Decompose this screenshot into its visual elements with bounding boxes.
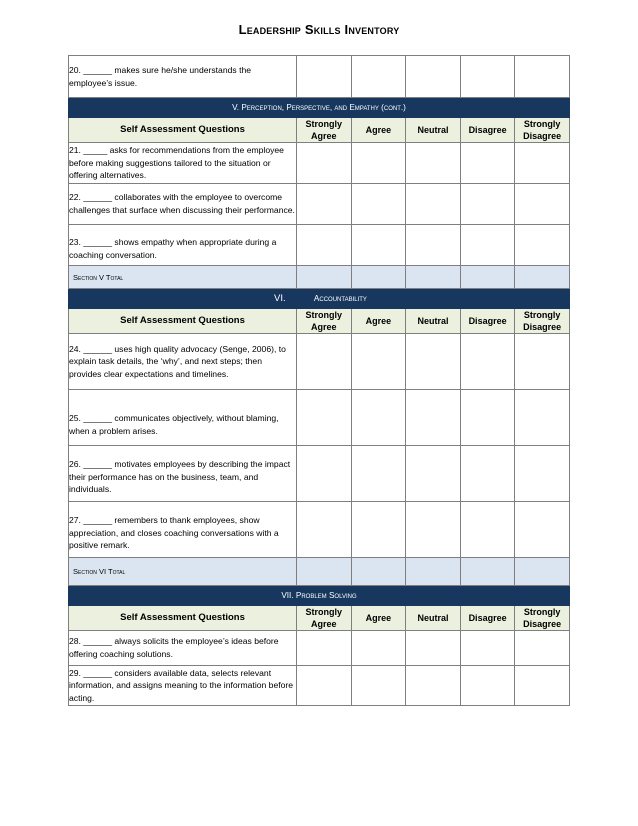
question-cell: 29. ______ considers available data, selects relevant information, and assigns meaning to the information before acting. <box>69 666 297 706</box>
column-header-row <box>69 309 570 334</box>
rating-cell[interactable] <box>406 225 461 266</box>
rating-cell[interactable] <box>297 143 352 184</box>
section-heading: VII. Problem Solving <box>281 591 357 600</box>
header-agree: Agree <box>351 118 406 143</box>
question-cell: 24. ______ uses high quality advocacy (Senge, 2006), to explain task details, the ‘why’, and next steps; then provides clear expectations and timelines. <box>69 334 297 390</box>
header-disagree: Disagree <box>460 118 515 143</box>
rating-cell[interactable] <box>406 502 461 558</box>
rating-cell[interactable] <box>460 390 515 446</box>
question-cell: 23. ______ shows empathy when appropriate during a coaching conversation. <box>69 225 297 266</box>
rating-cell[interactable] <box>406 184 461 225</box>
rating-cell[interactable] <box>406 390 461 446</box>
header-agree: Agree <box>351 606 406 631</box>
total-cell[interactable] <box>406 266 461 289</box>
header-strongly-agree: Strongly Agree <box>297 606 352 631</box>
rating-cell[interactable] <box>351 631 406 666</box>
rating-cell[interactable] <box>297 502 352 558</box>
header-question: Self Assessment Questions <box>69 606 297 631</box>
rating-cell[interactable] <box>515 631 570 666</box>
rating-cell[interactable] <box>515 502 570 558</box>
rating-cell[interactable] <box>515 446 570 502</box>
total-cell[interactable] <box>460 558 515 586</box>
rating-cell[interactable] <box>515 184 570 225</box>
table-row <box>69 184 570 225</box>
total-cell[interactable] <box>515 558 570 586</box>
total-cell[interactable] <box>351 266 406 289</box>
table-row <box>69 56 570 98</box>
table-row <box>69 143 570 184</box>
table-row <box>69 334 570 390</box>
rating-cell[interactable] <box>460 56 515 98</box>
table-row <box>69 666 570 706</box>
rating-cell[interactable] <box>297 666 352 706</box>
rating-cell[interactable] <box>406 631 461 666</box>
total-cell[interactable] <box>351 558 406 586</box>
rating-cell[interactable] <box>460 446 515 502</box>
section-heading-row <box>69 289 570 309</box>
rating-cell[interactable] <box>460 184 515 225</box>
header-neutral: Neutral <box>406 606 461 631</box>
rating-cell[interactable] <box>297 56 352 98</box>
rating-cell[interactable] <box>406 334 461 390</box>
rating-cell[interactable] <box>297 390 352 446</box>
total-cell[interactable] <box>406 558 461 586</box>
section-total-row <box>69 558 570 586</box>
header-neutral: Neutral <box>406 118 461 143</box>
column-header-row <box>69 118 570 143</box>
header-strongly-disagree: Strongly Disagree <box>515 606 570 631</box>
rating-cell[interactable] <box>515 143 570 184</box>
section-total-row <box>69 266 570 289</box>
rating-cell[interactable] <box>351 390 406 446</box>
rating-cell[interactable] <box>460 502 515 558</box>
rating-cell[interactable] <box>351 184 406 225</box>
rating-cell[interactable] <box>351 225 406 266</box>
rating-cell[interactable] <box>460 225 515 266</box>
rating-cell[interactable] <box>297 631 352 666</box>
rating-cell[interactable] <box>515 56 570 98</box>
question-cell: 25. ______ communicates objectively, without blaming, when a problem arises. <box>69 390 297 446</box>
table-row <box>69 225 570 266</box>
rating-cell[interactable] <box>406 56 461 98</box>
rating-cell[interactable] <box>351 666 406 706</box>
total-cell[interactable] <box>297 558 352 586</box>
header-disagree: Disagree <box>460 606 515 631</box>
rating-cell[interactable] <box>406 446 461 502</box>
total-cell[interactable] <box>460 266 515 289</box>
rating-cell[interactable] <box>297 225 352 266</box>
rating-cell[interactable] <box>460 334 515 390</box>
table-row <box>69 390 570 446</box>
header-question: Self Assessment Questions <box>69 309 297 334</box>
question-cell: 21. _____ asks for recommendations from the employee before making suggestions tailored to the situation or offering alternatives. <box>69 143 297 184</box>
rating-cell[interactable] <box>515 225 570 266</box>
rating-cell[interactable] <box>351 334 406 390</box>
total-cell[interactable] <box>515 266 570 289</box>
rating-cell[interactable] <box>297 334 352 390</box>
rating-cell[interactable] <box>515 390 570 446</box>
section-heading: Accountability <box>313 294 367 303</box>
rating-cell[interactable] <box>515 334 570 390</box>
section-number: VI. <box>274 293 286 304</box>
section-heading: V. Perception, Perspective, and Empathy (cont.) <box>232 103 406 112</box>
section-heading-row <box>69 98 570 118</box>
rating-cell[interactable] <box>406 143 461 184</box>
total-cell[interactable] <box>297 266 352 289</box>
question-cell: 26. ______ motivates employees by describing the impact their performance has on the business, team, and individuals. <box>69 446 297 502</box>
section-heading-row <box>69 586 570 606</box>
header-strongly-agree: Strongly Agree <box>297 118 352 143</box>
section-total-label: Section V Total <box>69 266 297 289</box>
header-strongly-disagree: Strongly Disagree <box>515 309 570 334</box>
table-row <box>69 502 570 558</box>
header-disagree: Disagree <box>460 309 515 334</box>
rating-cell[interactable] <box>460 143 515 184</box>
section-total-label: Section VI Total <box>69 558 297 586</box>
header-question: Self Assessment Questions <box>69 118 297 143</box>
table-row <box>69 446 570 502</box>
rating-cell[interactable] <box>460 666 515 706</box>
rating-cell[interactable] <box>406 666 461 706</box>
header-strongly-disagree: Strongly Disagree <box>515 118 570 143</box>
column-header-row <box>69 606 570 631</box>
page-title: Leadership Skills Inventory <box>238 22 400 37</box>
question-cell: 22. ______ collaborates with the employee to overcome challenges that surface when discussing their performance. <box>69 184 297 225</box>
table-row <box>69 631 570 666</box>
question-cell: 27. ______ remembers to thank employees, show appreciation, and closes coaching conversations with a positive remark. <box>69 502 297 558</box>
rating-cell[interactable] <box>351 502 406 558</box>
rating-cell[interactable] <box>297 446 352 502</box>
rating-cell[interactable] <box>460 631 515 666</box>
header-agree: Agree <box>351 309 406 334</box>
rating-cell[interactable] <box>515 666 570 706</box>
rating-cell[interactable] <box>351 143 406 184</box>
rating-cell[interactable] <box>351 446 406 502</box>
question-cell: 28. ______ always solicits the employee’s ideas before offering coaching solutions. <box>69 631 297 666</box>
rating-cell[interactable] <box>297 184 352 225</box>
rating-cell[interactable] <box>351 56 406 98</box>
header-neutral: Neutral <box>406 309 461 334</box>
header-strongly-agree: Strongly Agree <box>297 309 352 334</box>
question-cell: 20. ______ makes sure he/she understands the employee’s issue. <box>69 56 297 98</box>
inventory-table <box>68 55 570 706</box>
